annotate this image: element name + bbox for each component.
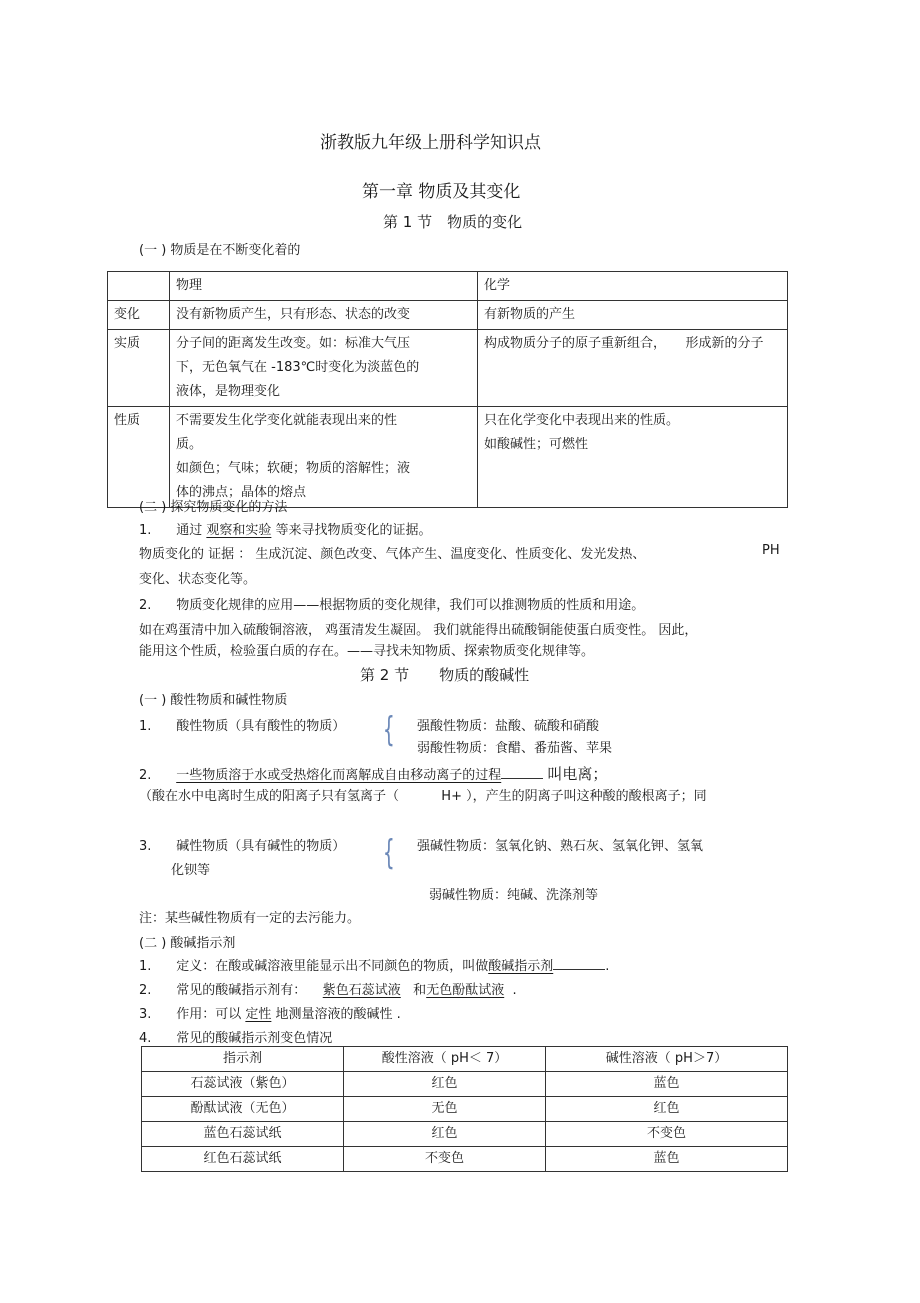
- strong-acid-text: 强酸性物质：盐酸、硫酸和硝酸: [417, 719, 600, 734]
- physical-cell: [170, 407, 478, 508]
- underlined-answer: 定性: [245, 1007, 272, 1022]
- cell-line: 不需要发生化学变化就能表现出来的性: [176, 413, 398, 428]
- strong-base-continued: 化钡等: [171, 863, 211, 878]
- hydrogen-ion: H+: [441, 789, 462, 804]
- cell-line: 只在化学变化中表现出来的性质。: [484, 413, 680, 428]
- table-cell: 化学: [478, 272, 788, 301]
- item-text: 酸性物质（具有酸性的物质）: [176, 719, 346, 734]
- item-text: 常见的酸碱指示剂有：: [176, 983, 307, 998]
- physical-chemical-table: [107, 271, 788, 508]
- table-header-row: [108, 272, 788, 301]
- item-number: 3.: [139, 839, 152, 854]
- item-number: 2.: [139, 598, 152, 613]
- item-text: 地测量溶液的酸碱性 .: [275, 1007, 401, 1022]
- table-cell: 蓝色: [546, 1072, 788, 1097]
- evidence-ph: PH: [762, 543, 780, 558]
- note-text: （酸在水中电离时生成的阳离子只有氢离子（: [139, 789, 400, 804]
- evidence-line: 物质变化的 证据 ： 生成沉淀、颜色改变、气体产生、温度变化、性质变化、发光发热、: [139, 547, 646, 562]
- item-number: 2.: [139, 768, 152, 783]
- table-cell: 酚酞试液（无色）: [142, 1097, 344, 1122]
- item-number: 3.: [139, 1007, 152, 1022]
- chemical-cell: [478, 330, 788, 407]
- section-2-title: 第 2 节 物质的酸碱性: [360, 666, 530, 684]
- table-header-row: [142, 1047, 788, 1072]
- note-text: ），产生的阴离子叫这种酸的酸根离子；同: [466, 789, 707, 804]
- underlined-answer: 观察和实验: [206, 523, 272, 538]
- table-row: [142, 1147, 788, 1172]
- cell-line: 下，无色氧气在 -183℃时变化为淡蓝色的: [176, 360, 420, 375]
- chemical-cell: [478, 407, 788, 508]
- evidence-line: 变化、状态变化等。: [139, 572, 257, 587]
- table-cell: 碱性溶液（ pH＞7）: [546, 1047, 788, 1072]
- cell-line: 构成物质分子的原子重新组合， 形成新的分子: [484, 336, 764, 351]
- item-number: 1.: [139, 523, 152, 538]
- table-row: [142, 1122, 788, 1147]
- underlined-answer: 一些物质溶于水或受热熔化而离解成自由移动离子的过程: [176, 768, 502, 783]
- item-text: 物质变化规律的应用——根据物质的变化规律，我们可以推测物质的性质和用途。: [176, 598, 645, 613]
- cell-line: 如酸碱性；可燃性: [484, 437, 589, 452]
- list-item: [139, 715, 345, 734]
- table-cell: 不变色: [344, 1147, 546, 1172]
- cell-line: 分子间的距离发生改变。如：标准大气压: [176, 336, 411, 351]
- underlined-answer: 酸碱指示剂: [488, 959, 554, 974]
- list-item: [139, 955, 609, 974]
- table-cell: 红色: [546, 1097, 788, 1122]
- physical-cell: [170, 301, 478, 330]
- table-cell: 无色: [344, 1097, 546, 1122]
- item-text: .: [605, 959, 610, 974]
- item-text: 定义：在酸或碱溶液里能显示出不同颜色的物质，叫做: [176, 959, 489, 974]
- table-cell: 物理: [170, 272, 478, 301]
- table-cell: [108, 272, 170, 301]
- indicator-color-table: [141, 1046, 788, 1172]
- table-cell: 蓝色: [546, 1147, 788, 1172]
- list-item: [139, 763, 607, 784]
- physical-cell: [170, 330, 478, 407]
- part-2-heading: (二 ) 探究物质变化的方法: [139, 500, 288, 515]
- example-line: 能用这个性质，检验蛋白质的存在。——寻找未知物质、探索物质变化规律等。: [139, 644, 595, 659]
- item-number: 1.: [139, 719, 152, 734]
- table-cell: 红色石蕊试纸: [142, 1147, 344, 1172]
- item-text: 叫电离；: [547, 765, 608, 783]
- table-row: [142, 1097, 788, 1122]
- answer-blank: [553, 957, 605, 970]
- item-text: .: [512, 983, 517, 998]
- list-item: [139, 1003, 401, 1022]
- list-item: [139, 519, 432, 538]
- table-row: [108, 330, 788, 407]
- list-item: [139, 594, 644, 613]
- item-number: 2.: [139, 983, 152, 998]
- table-cell: 红色: [344, 1072, 546, 1097]
- item-text: 等来寻找物质变化的证据。: [275, 523, 432, 538]
- item-text: 作用：可以: [176, 1007, 242, 1022]
- item-text: 和: [413, 983, 427, 998]
- item-text: 常见的酸碱指示剂变色情况: [176, 1031, 333, 1046]
- cell-line: 有新物质的产生: [484, 307, 576, 322]
- table-row: [108, 407, 788, 508]
- note-line: 注：某些碱性物质有一定的去污能力。: [139, 911, 361, 926]
- item-number: 4.: [139, 1031, 152, 1046]
- cell-line: 如颜色；气味；软硬；物质的溶解性；液: [176, 461, 411, 476]
- part-2-heading: (二 ) 酸碱指示剂: [139, 936, 236, 951]
- example-line: 如在鸡蛋清中加入硫酸铜溶液， 鸡蛋清发生凝固。 我们就能得出硫酸铜能使蛋白质变性。 因此，: [139, 623, 698, 638]
- cell-line: 质。: [176, 437, 203, 452]
- table-row: [108, 301, 788, 330]
- table-cell: 石蕊试液（紫色）: [142, 1072, 344, 1097]
- table-cell: 酸性溶液（ pH＜ 7）: [344, 1047, 546, 1072]
- list-item: [139, 1027, 332, 1046]
- document-title: 浙教版九年级上册科学知识点: [320, 133, 541, 153]
- cell-line: 液体，是物理变化: [176, 384, 281, 399]
- strong-base-text: 强碱性物质：氢氧化钠、熟石灰、氢氧化钾、氢氧: [417, 839, 704, 854]
- table-row: [142, 1072, 788, 1097]
- left-brace-icon: {: [382, 833, 395, 873]
- part-1-heading: (一 ) 酸性物质和碱性物质: [139, 693, 288, 708]
- weak-acid-text: 弱酸性物质：食醋、番茄酱、苹果: [417, 741, 613, 756]
- part-1-heading: (一 ) 物质是在不断变化着的: [139, 243, 301, 258]
- underlined-answer: 无色酚酞试液: [426, 983, 505, 998]
- cell-line: 没有新物质产生，只有形态、状态的改变: [176, 307, 411, 322]
- item-text: 碱性物质（具有碱性的物质）: [176, 839, 346, 854]
- section-1-title: 第 1 节 物质的变化: [383, 213, 523, 231]
- table-cell: 蓝色石蕊试纸: [142, 1122, 344, 1147]
- item-number: 1.: [139, 959, 152, 974]
- row-label: 变化: [108, 301, 170, 330]
- weak-base-text: 弱碱性物质：纯碱、洗涤剂等: [429, 888, 599, 903]
- item-text: 通过: [176, 523, 203, 538]
- list-item: [139, 979, 517, 998]
- table-cell: 指示剂: [142, 1047, 344, 1072]
- left-brace-icon: {: [382, 710, 395, 750]
- cell-line: 体的沸点；晶体的熔点: [176, 485, 307, 500]
- row-label: 性质: [108, 407, 170, 508]
- chapter-title: 第一章 物质及其变化: [362, 182, 521, 202]
- table-cell: 红色: [344, 1122, 546, 1147]
- ionization-note: [139, 785, 707, 804]
- underlined-answer: 紫色石蕊试液: [322, 983, 401, 998]
- table-cell: 不变色: [546, 1122, 788, 1147]
- list-item: [139, 835, 345, 854]
- row-label: 实质: [108, 330, 170, 407]
- answer-blank: [501, 766, 543, 779]
- chemical-cell: [478, 301, 788, 330]
